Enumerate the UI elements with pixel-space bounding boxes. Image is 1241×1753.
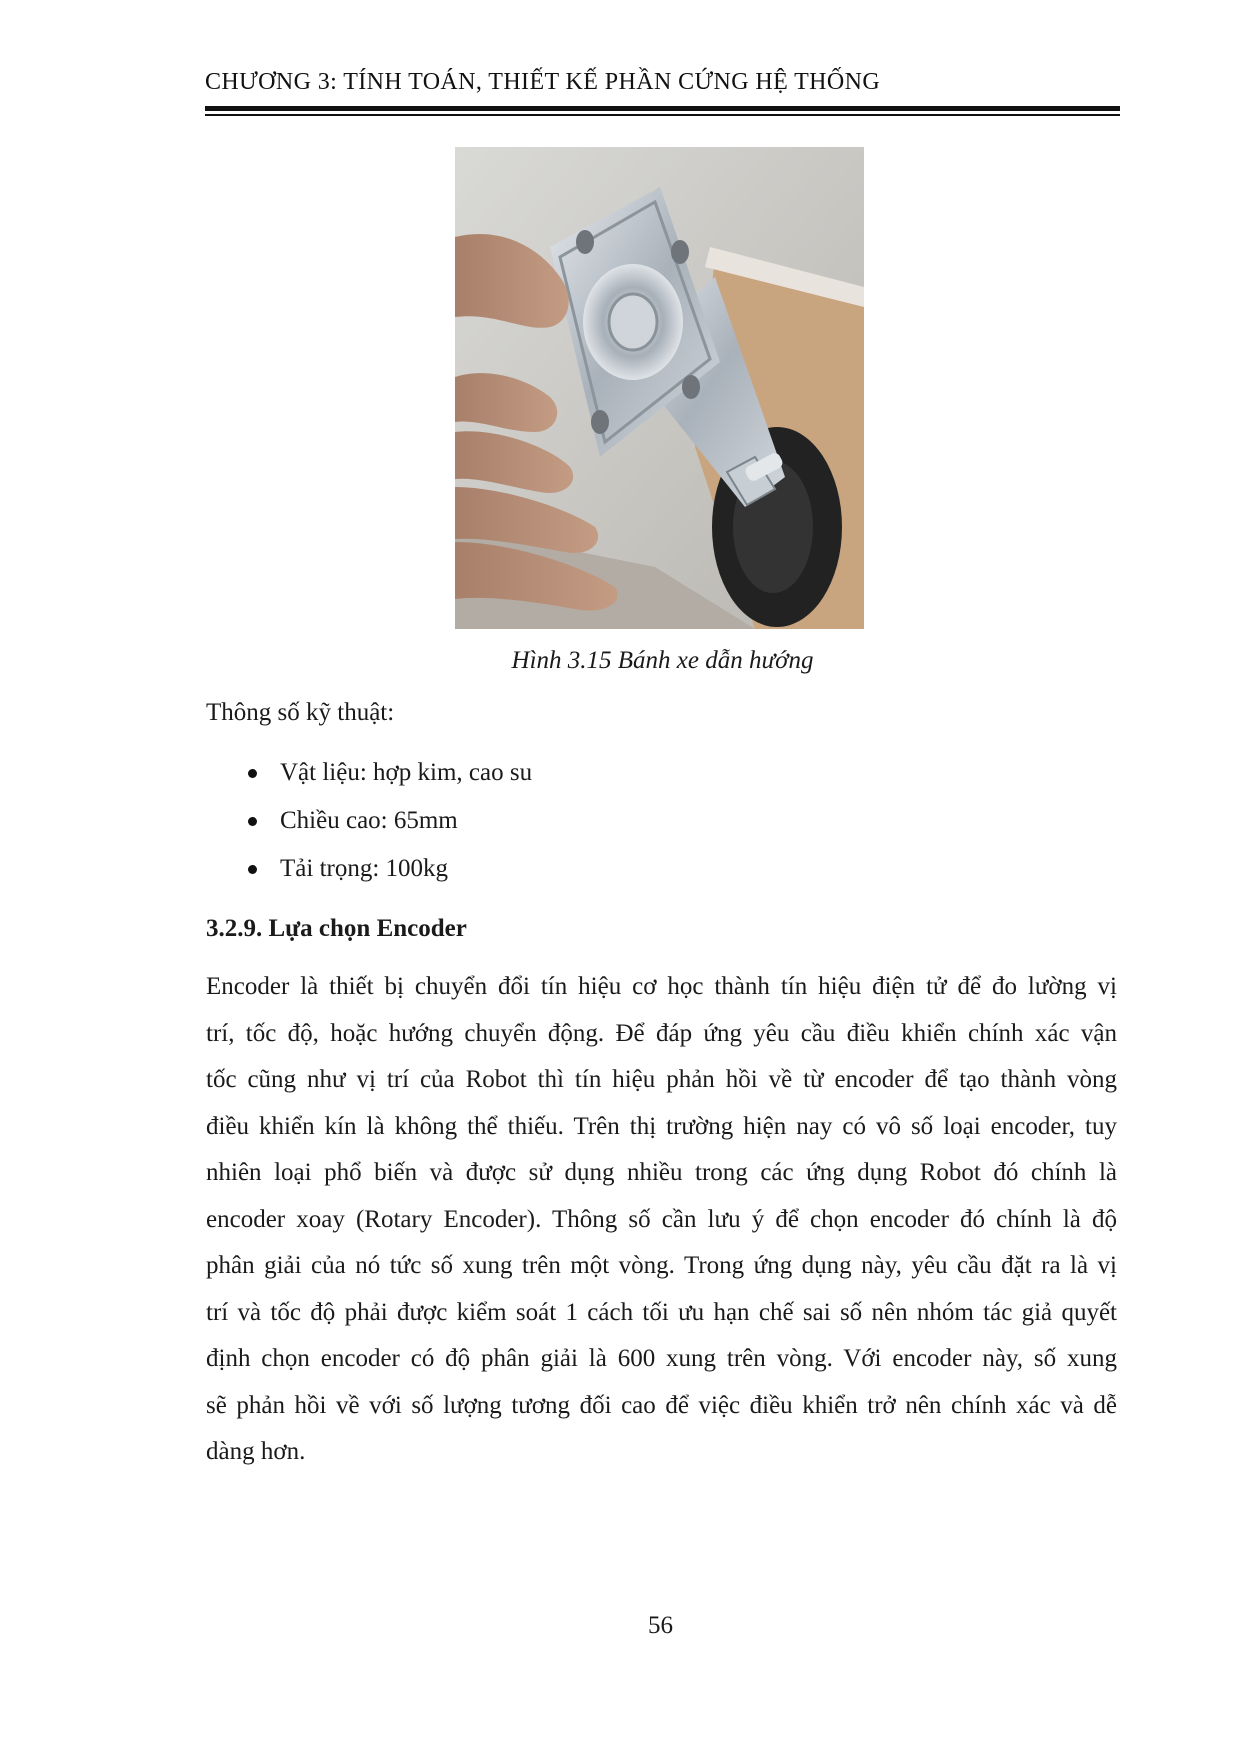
bullet-icon [248,769,257,778]
paragraph-line: định chọn encoder có độ phân giải là 600 xung trên vòng. Với encoder này, số xung [206,1345,1117,1372]
chapter-title: CHƯƠNG 3: TÍNH TOÁN, THIẾT KẾ PHẦN CỨNG HỆ THỐNG [205,69,881,95]
body-paragraph [206,972,1117,1484]
paragraph-line: sẽ phản hồi về với số lượng tương đối cao để việc điều khiển trở nên chính xác và dễ [206,1391,1117,1419]
section-title: 3.2.9. Lựa chọn Encoder [206,915,467,942]
caster-wheel-photo [455,147,864,629]
paragraph-line: nhiên loại phổ biến và được sử dụng nhiều trong các ứng dụng Robot đó chính là [206,1159,1117,1186]
paragraph-line: trí và tốc độ phải được kiểm soát 1 cách tối ưu hạn chế sai số nên nhóm tác giả quyết [206,1298,1117,1326]
list-item [206,806,532,854]
header-rule-thick [205,106,1120,111]
spec-item-text: Tải trọng: 100kg [280,855,449,882]
figure-caption: Hình 3.15 Bánh xe dẫn hướng [511,647,814,674]
list-item [206,758,532,806]
bullet-icon [248,865,257,874]
spec-item-text: Chiều cao: 65mm [280,807,458,834]
header-rule-thin [205,114,1120,116]
paragraph-line: điều khiển kín là không thể thiếu. Trên thị trường hiện nay có vô số loại encoder, tuy [206,1112,1117,1140]
paragraph-line: Encoder là thiết bị chuyển đổi tín hiệu cơ học thành tín hiệu điện tử để đo lường vị [206,973,1117,1000]
paragraph-line: tốc cũng như vị trí của Robot thì tín hiệu phản hồi về từ encoder để tạo thành vòng [206,1066,1117,1093]
paragraph-line: trí, tốc độ, hoặc hướng chuyển động. Để đáp ứng yêu cầu điều khiển chính xác vận [206,1019,1117,1047]
spec-heading: Thông số kỹ thuật: [206,699,395,726]
page-header [205,70,1120,94]
spec-list [206,758,532,902]
paragraph-line: phân giải của nó tức số xung trên một vòng. Trong ứng dụng này, yêu cầu đặt ra là vị [206,1252,1117,1279]
list-item [206,854,532,902]
bullet-icon [248,817,257,826]
page-number: 56 [648,1612,673,1639]
paragraph-line: encoder xoay (Rotary Encoder). Thông số cần lưu ý để chọn encoder đó chính là độ [206,1205,1117,1233]
spec-item-text: Vật liệu: hợp kim, cao su [280,759,533,786]
paragraph-line: dàng hơn. [206,1438,306,1465]
